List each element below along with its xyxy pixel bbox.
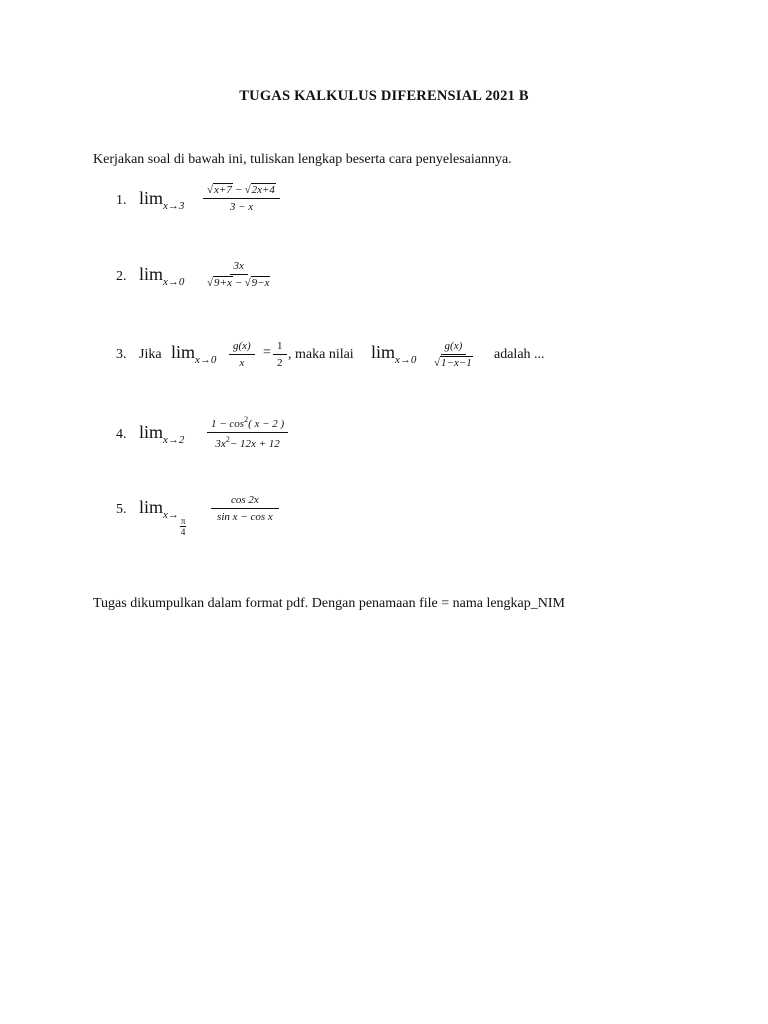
instructions-text: Kerjakan soal di bawah ini, tuliskan lengkap beserta cara penyelesaiannya. bbox=[93, 152, 512, 167]
limit-operator: $\lim_{x\to 3}$ bbox=[139, 188, 185, 212]
given-fraction: $\frac{g(x)}{x}$ bbox=[229, 340, 255, 369]
limit-operator: $\lim_{x\to 0}$ bbox=[139, 264, 185, 288]
limit-fraction: $\frac{3x}{√9+x - √9-x}$ bbox=[207, 260, 270, 289]
problem-number: 5. bbox=[116, 502, 127, 517]
limit-operator: $\lim_{x\to 2}$ bbox=[139, 422, 185, 446]
problem-number: 2. bbox=[116, 269, 127, 284]
limit-fraction: $\frac{1 - \cos^2( x - 2 )}{3x^2- 12x + 12}$ bbox=[207, 415, 288, 450]
jika-text: Jika bbox=[139, 347, 162, 362]
limit-operator: $\lim_{x\to}$ $\frac{\pi}{4}$ bbox=[139, 497, 186, 537]
limit-fraction: $\frac{\cos 2x}{\text{sin x − cos x}}$ bbox=[211, 494, 279, 523]
maka-nilai-text: , maka nilai bbox=[288, 347, 354, 362]
adalah-text: adalah ... bbox=[494, 347, 545, 362]
problem-number: 1. bbox=[116, 193, 127, 208]
problem-number: 3. bbox=[116, 347, 127, 362]
problem-number: 4. bbox=[116, 427, 127, 442]
limit-operator: $\lim_{x\to 0}$ bbox=[371, 342, 417, 366]
limit-operator: $\lim_{x\to 0}$ bbox=[171, 342, 217, 366]
equals-sign: = bbox=[263, 345, 271, 360]
limit-fraction: $\frac{√x+7 - √2x+4}{3 - x}$ bbox=[203, 184, 280, 213]
half-fraction: $\frac{1}{2}$ bbox=[273, 340, 287, 369]
document-title: TUGAS KALKULUS DIFERENSIAL 2021 B bbox=[239, 88, 529, 104]
submission-note: Tugas dikumpulkan dalam format pdf. Dengan penamaan file = nama lengkap_NIM bbox=[93, 596, 565, 611]
asked-fraction: $\frac{g(x)}{√1-x-1}$ bbox=[434, 340, 472, 369]
